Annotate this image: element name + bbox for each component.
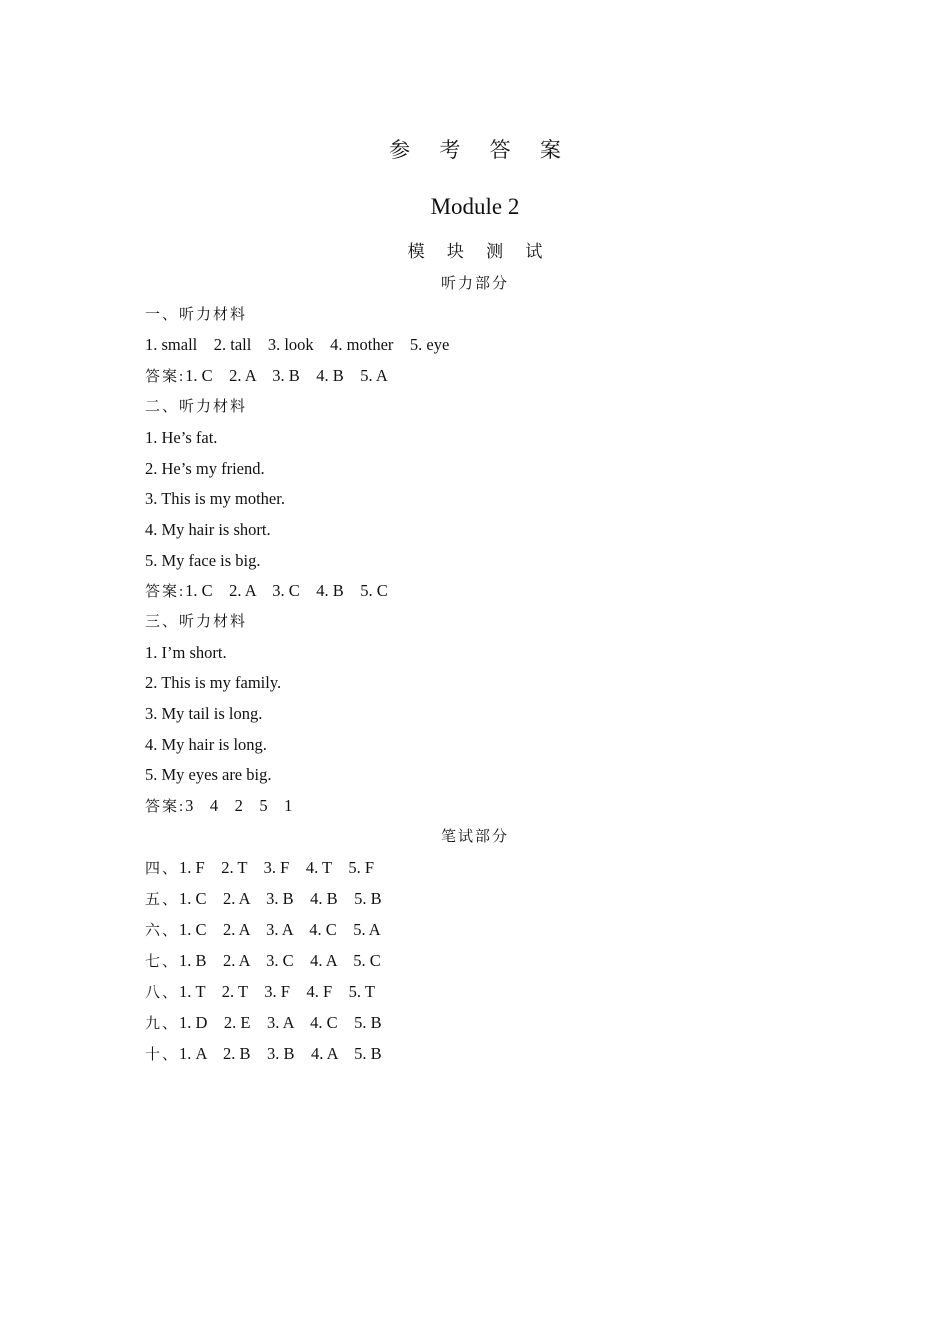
written-section-heading: 笔试部分 <box>440 829 509 845</box>
row-label: 五、 <box>145 892 180 908</box>
written-answer-row <box>145 888 382 911</box>
module-test-subtitle: 模 块 测 试 <box>407 242 552 261</box>
part2-label: 二、听力材料 <box>145 399 248 415</box>
row-label: 七、 <box>145 954 180 970</box>
part1-material: 1. small 2. tall 3. look 4. mother 5. eye <box>145 335 450 354</box>
answer-label: 答案: <box>145 799 186 815</box>
answer-values: 1. C 2. A 3. B 4. B 5. A <box>185 366 388 385</box>
row-answers: 1. F 2. T 3. F 4. T 5. F <box>179 858 375 877</box>
part3-sentence: 5. My eyes are big. <box>145 765 272 784</box>
part3-sentence: 3. My tail is long. <box>145 704 263 723</box>
row-answers: 1. C 2. A 3. B 4. B 5. B <box>179 889 382 908</box>
answer-label: 答案: <box>145 584 186 600</box>
written-answer-row <box>145 1012 382 1035</box>
row-label: 四、 <box>145 861 180 877</box>
answer-values: 3 4 2 5 1 <box>185 796 293 815</box>
written-answer-row <box>145 857 374 880</box>
answer-label: 答案: <box>145 369 186 385</box>
row-answers: 1. B 2. A 3. C 4. A 5. C <box>179 951 381 970</box>
row-label: 八、 <box>145 985 180 1001</box>
module-heading: Module 2 <box>430 194 520 219</box>
part2-sentence: 5. My face is big. <box>145 551 261 570</box>
part2-sentence: 3. This is my mother. <box>145 489 285 508</box>
row-answers: 1. A 2. B 3. B 4. A 5. B <box>179 1044 382 1063</box>
part1-answer <box>145 365 388 388</box>
part1-label: 一、听力材料 <box>145 307 248 323</box>
part3-answer <box>145 795 292 818</box>
written-answer-row <box>145 1043 382 1066</box>
row-answers: 1. C 2. A 3. A 4. C 5. A <box>179 920 381 939</box>
part3-sentence: 4. My hair is long. <box>145 735 267 754</box>
written-answer-row <box>145 950 381 973</box>
row-label: 十、 <box>145 1047 180 1063</box>
row-answers: 1. T 2. T 3. F 4. F 5. T <box>179 982 375 1001</box>
part3-sentence: 1. I’m short. <box>145 643 227 662</box>
listening-section-heading: 听力部分 <box>440 276 509 292</box>
written-answer-row <box>145 981 375 1004</box>
row-answers: 1. D 2. E 3. A 4. C 5. B <box>179 1013 382 1032</box>
page-title: 参 考 答 案 <box>389 138 573 162</box>
part2-sentence: 4. My hair is short. <box>145 520 271 539</box>
part3-label: 三、听力材料 <box>145 614 248 630</box>
part2-sentence: 2. He’s my friend. <box>145 459 265 478</box>
part2-answer <box>145 580 388 603</box>
answer-values: 1. C 2. A 3. C 4. B 5. C <box>185 581 388 600</box>
part3-sentence: 2. This is my family. <box>145 673 282 692</box>
part2-sentence: 1. He’s fat. <box>145 428 218 447</box>
row-label: 六、 <box>145 923 180 939</box>
row-label: 九、 <box>145 1016 180 1032</box>
written-answer-row <box>145 919 381 942</box>
